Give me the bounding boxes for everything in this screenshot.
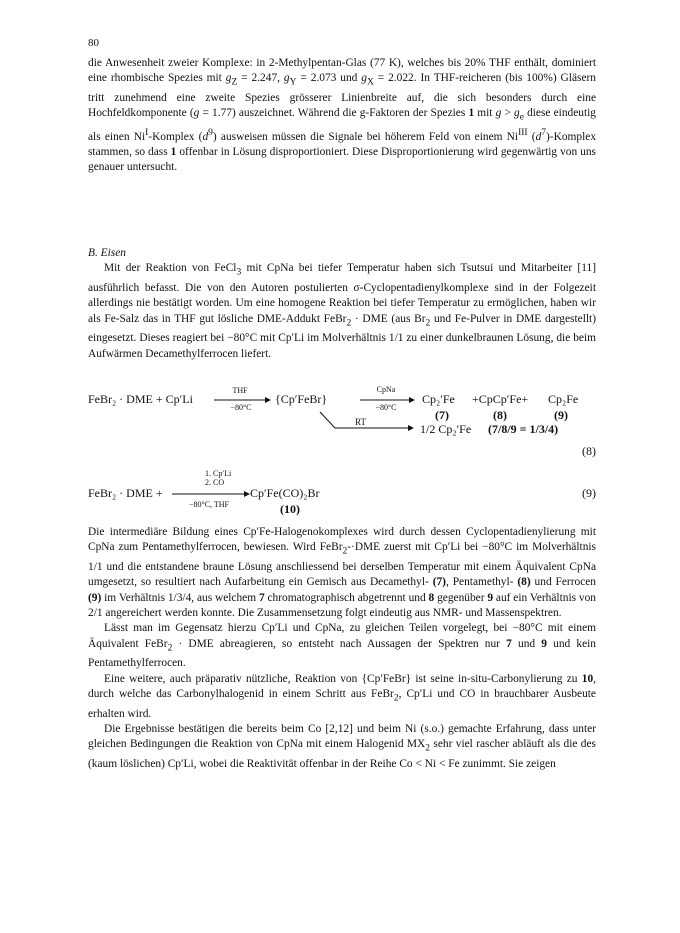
scheme8-condition-thf: THF bbox=[232, 386, 248, 395]
scheme9-equation-number: (9) bbox=[582, 486, 596, 500]
scheme9-label-10: (10) bbox=[280, 502, 300, 516]
scheme8-branch-product: 1/2 Cp₂′Fe bbox=[420, 422, 472, 436]
scheme8-label-7: (7) bbox=[435, 408, 449, 422]
discussion-body bbox=[88, 525, 596, 772]
scheme8-arrowhead-1 bbox=[265, 397, 271, 403]
paragraph-conclusions: Die Ergebnisse bestätigen die bereits beim Co [2,12] und beim Ni (s.o.) gemachte Erfahrung, dass unter gleichen Bedingungen die Reaktion von CpNa mit einem Halogenid $MX_2$ sehr viel rascher abläuft als die des (kaum löslichen) Cp′Li, wobei die Reaktivität offenbar in der Reihe Co < Ni < Fe zunimmt. Sie zeigen bbox=[88, 722, 596, 770]
scheme8-label-8: (8) bbox=[493, 408, 507, 422]
scheme8-label-9: (9) bbox=[554, 408, 568, 422]
reaction-scheme-9 bbox=[88, 467, 596, 519]
scheme8-branch-condition: RT bbox=[355, 417, 366, 427]
scheme8-condition-temp-2: −80°C bbox=[375, 403, 397, 412]
scheme8-product-ferrocene: Cp₂Fe bbox=[548, 392, 579, 406]
page-number: 80 bbox=[88, 37, 99, 49]
scheme8-intermediate: {Cp′FeBr} bbox=[275, 392, 328, 406]
scheme9-reactants: FeBr₂ · DME + bbox=[88, 486, 163, 500]
paragraph-contrast: Lässt man im Gegensatz hierzu Cp′Li und CpNa, zu gleichen Teilen vorgelegt, bei −80°C mit einem Äquivalent FeBr$_2$ · DME abreagieren, so entsteht nach Aussagen der Spektren nur 7 und 9 und kein Pentamethylferrocen. bbox=[88, 622, 596, 670]
scheme9-condition-temp: −80°C, THF bbox=[188, 500, 230, 509]
scheme8-branch-arrowhead bbox=[408, 425, 414, 431]
scheme8-condition-temp: −80°C bbox=[230, 403, 252, 412]
scheme8-arrowhead-2 bbox=[409, 397, 415, 403]
nickel-text: die Anwesenheit zweier Komplexe: in 2-Methylpentan-Glas (77 K), welches bis 20% THF enthält, dominiert eine rhombische Spezies mit $g_Z = 2.247$, $g_Y = 2.073$ und $g_X = 2.022$. In THF-reicheren (bis 100%) Gläsern tritt zunehmend eine zweite Spezies grösserer Linienbreite auf, die sich besonders durch eine Hochfeldkomponente (g = 1.77) auszeichnet. Während die g-Faktoren der Spezies 1 mit $g > g_e$ diese eindeutig als einen $Ni^I$-Komplex $(d^9)$ ausweisen müssen die Signale bei höherem Feld von einem $Ni^{III}$ $(d^7)$-Komplex stammen, so dass 1 offenbar in Lösung disproportioniert. Diese Disproportionierung wird gegenwärtig von uns genauer untersucht. bbox=[88, 57, 597, 174]
scheme8-product-decamethylferrocene: Cp₂′Fe bbox=[422, 392, 455, 406]
scheme8-branch-ratio: (7/8/9 = 1/3/4) bbox=[488, 422, 559, 436]
scheme8-condition-cpna: CpNa bbox=[376, 385, 396, 394]
scheme8-equation-number: (8) bbox=[582, 444, 596, 458]
scheme8-product-pentamethylferrocene: +CpCp′Fe+ bbox=[472, 392, 529, 406]
paragraph-carbonylation: Eine weitere, auch präparativ nützliche, Reaktion von {Cp′FeBr} ist seine in-situ-Carbonylierung zu 10, durch welche das Carbonylhalogenid in einem Schritt aus FeBr$_2$, Cp′Li und CO in brauchbarer Ausbeute erhalten wird. bbox=[88, 672, 596, 720]
scheme9-product: Cp′Fe(CO)₂Br bbox=[250, 486, 320, 500]
scheme9-condition-2: 2. CO bbox=[205, 478, 225, 487]
scheme9-condition-1: 1. Cp′Li bbox=[205, 469, 232, 478]
paragraph-intermediate-formation: Die intermediäre Bildung eines Cp′Fe-Halogenokomplexes wird durch dessen Cyclopentadienylierung mit CpNa zum Pentamethylferrocen, bewiesen. Wird FeBr$_2$-·DME zuerst mit Cp′Li bei −80°C im Molverhältnis 1/1 und die entstandene braune Lösung anschliessend bei derselben Temperatur mit einem Äquivalent CpNa umgesetzt, so resultiert nach Aufarbeitung ein Gemisch aus Decamethyl- (7), Pentamethyl- (8) und Ferrocen (9) im Verhältnis 1/3/4, aus welchem 7 chromatographisch abgetrennt und 8 gegenüber 9 auf ein Verhältnis von 2/1 angereichert werden konnte. Die Zusammensetzung folgt eindeutig aus NMR- und Massenspektren. bbox=[88, 526, 597, 619]
iron-intro-paragraph: Mit der Reaktion von FeCl$_3$ mit CpNa bei tiefer Temperatur haben sich Tsutsui und Mitarbeiter [11] ausführlich befasst. Die von den Autoren postulierten σ-Cyclopentadienylkomplexe sind in der Folgezeit allerdings nie bestätigt worden. Um eine homogene Reaktion bei tiefer Temperatur zu ermöglichen, haben wir als Fe-Salz das in THF gut lösliche DME-Addukt FeBr$_2$ · DME (aus $Br_2$ und Fe-Pulver in DME dargestellt) eingesetzt. Dieses reagiert bei −80°C mit Cp′Li im Molverhältnis 1/1 zu einer dunkelbraunen Lösung, die beim Aufwärmen Decamethylferrocen liefert. bbox=[88, 262, 596, 360]
section-heading: B. Eisen bbox=[88, 247, 126, 259]
reaction-scheme-8 bbox=[88, 384, 596, 462]
nickel-paragraph bbox=[88, 56, 596, 176]
section-iron bbox=[88, 246, 596, 362]
scheme8-reactants: FeBr₂ · DME + Cp′Li bbox=[88, 392, 193, 406]
